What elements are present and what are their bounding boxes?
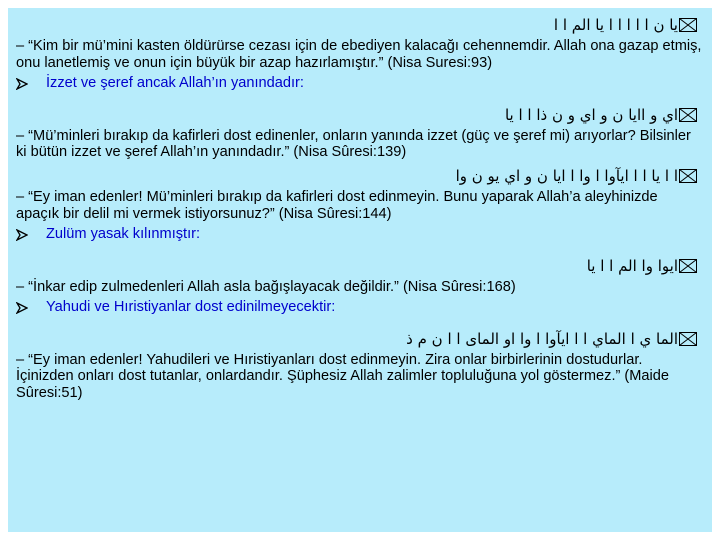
translation-3: – “Ey iman edenler! Mü’minleri bırakıp da kafirleri dost edinmeyin. Bunu yaparak Allah’a aleyhinizde apaçık bir delil mi vermek istiyorsunuz?” (Nisa Sûresi:144) (16, 189, 658, 222)
arabic-verse-1-text: يا ن ا ا ا ا ا يا الم ا ا (553, 16, 678, 34)
slide (8, 8, 712, 532)
translation-4: – “İnkar edip zulmedenleri Allah asla bağışlayacak değildir.” (Nisa Sûresi:168) (16, 278, 516, 295)
arabic-verse-5 (16, 326, 702, 352)
arabic-verse-4 (16, 253, 702, 279)
arabic-verse-3 (16, 163, 702, 189)
translation-1: – “Kim bir mü’mini kasten öldürürse cezası için de ebediyen kalacağı cehennemdir. Allah ona gazap etmiş, onu lanetlemiş ve onun için büyük bir azap hazırlamıştır.” (Nisa Suresi:93) (16, 38, 702, 71)
envelope-x-icon (679, 255, 697, 269)
arabic-verse-4-text: ايوا وا الم ا ا يا (586, 256, 678, 275)
envelope-x-icon (679, 328, 697, 342)
bullet-heading-1-text: İzzet ve şeref ancak Allah’ın yanındadır: (46, 74, 304, 91)
bullet-heading-1 (16, 74, 702, 92)
envelope-x-icon (679, 14, 697, 28)
arabic-verse-2-text: اي و اايا ن و اي و ن ذا ا ا يا (504, 105, 678, 124)
arabic-verse-2 (16, 102, 702, 128)
bullet-heading-3-text: Yahudi ve Hıristiyanlar dost edinilmeyecektir: (46, 298, 336, 315)
translation-5: – “Ey iman edenler! Yahudileri ve Hıristiyanları dost edinmeyin. Zira onlar birbirlerinin dostudurlar. İçinizden onları dost tutanlar, onlardandır. Şüphesiz Allah zalimler topluluğuna yol göstermez.” (Maide Sûresi:51) (16, 351, 670, 402)
arrow-bullet-icon (16, 301, 28, 313)
bullet-heading-3 (16, 298, 702, 316)
arabic-verse-5-text: الما ي ا الماي ا ا ايآوا ا وا او الماى ا ا ن م ذ (406, 329, 678, 348)
envelope-x-icon (679, 104, 697, 118)
envelope-x-icon (679, 165, 697, 179)
translation-2: – “Mü’minleri bırakıp da kafirleri dost edinenler, onların yanında izzet (güç ve şeref mi) arıyorlar? Bilsinler ki bütün izzet ve şeref Allah’ın yanındadır.” (Nisa Sûresi:139) (16, 127, 691, 161)
arabic-verse-3-text: ا ا يا ا ا ايآوا ا وا ا ايا ن و اي يو ن وا (455, 167, 678, 186)
bullet-heading-2 (16, 225, 702, 243)
arrow-bullet-icon (16, 228, 28, 240)
bullet-heading-2-text: Zulüm yasak kılınmıştır: (46, 225, 201, 242)
arabic-verse-1 (16, 12, 702, 38)
arrow-bullet-icon (16, 77, 28, 89)
